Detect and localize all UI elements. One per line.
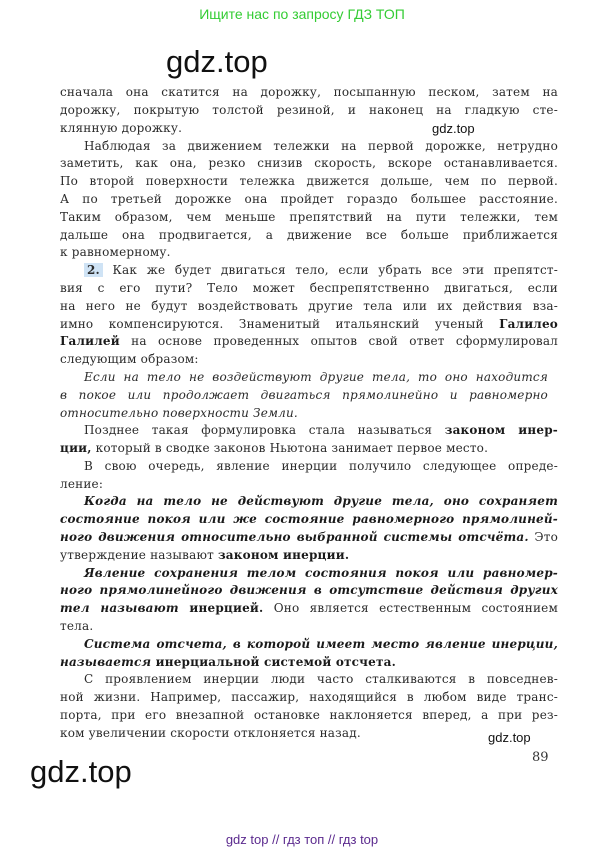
text-segment: заметить, как она, резко снизив скорость, вскоре останавливается. bbox=[60, 156, 558, 171]
text-line bbox=[60, 510, 558, 528]
text-line bbox=[60, 724, 558, 742]
text-line bbox=[60, 635, 558, 653]
text-line bbox=[60, 83, 558, 101]
text-segment: который в сводке законов Ньютона занимает первое место. bbox=[91, 441, 489, 456]
text-segment: В свою очередь, явление инерции получило следующее опреде- bbox=[84, 458, 558, 473]
watermark-top: gdz.top bbox=[166, 44, 268, 79]
text-segment: ком увеличении скорости отклоняется назад. bbox=[60, 725, 361, 740]
text-segment: имно компенсируются. Знаменитый итальянский ученый bbox=[60, 316, 500, 331]
text-segment: ного движения относительно выбранной системы отсчёта. bbox=[60, 530, 529, 545]
text-segment: вия с его пути? Тело может беспрепятственно двигаться, если bbox=[60, 280, 558, 295]
text-line bbox=[60, 279, 558, 297]
text-segment: По второй поверхности тележка движется дольше, чем по первой. bbox=[60, 174, 558, 189]
text-segment: дальше она продвигается, а движение все больше приближается bbox=[60, 227, 558, 242]
text-line bbox=[60, 368, 548, 386]
text-segment: состояние покоя или же состояние равномерного прямолиней- bbox=[60, 512, 558, 527]
text-segment: Это bbox=[528, 530, 558, 545]
text-line bbox=[60, 172, 558, 190]
text-line bbox=[60, 190, 558, 208]
text-segment: к равномерному. bbox=[60, 245, 171, 260]
text-line bbox=[60, 119, 558, 137]
text-segment: инерциальной системой отсчета. bbox=[155, 654, 396, 669]
text-segment: Таким образом, чем меньше препятствий на пути тележки, тем bbox=[60, 209, 558, 224]
text-line bbox=[60, 386, 548, 404]
text-segment: клянную дорожку. bbox=[60, 120, 183, 135]
text-segment: законом инерции. bbox=[217, 547, 350, 562]
text-segment: А по третьей дорожке она пройдет гораздо большее расстояние. bbox=[60, 192, 558, 207]
text-line bbox=[60, 350, 558, 368]
text-line bbox=[60, 706, 558, 724]
text-line bbox=[60, 653, 558, 671]
text-line bbox=[60, 670, 558, 688]
text-segment: относительно поверхности Земли. bbox=[60, 405, 298, 420]
watermark-bottom-small: gdz.top bbox=[488, 730, 531, 745]
text-line bbox=[60, 439, 558, 457]
text-line bbox=[60, 581, 558, 599]
text-segment: ного прямолинейного движения в отсутствие действия других bbox=[60, 583, 558, 598]
search-banner: Ищите нас по запросу ГДЗ ТОП bbox=[199, 6, 405, 22]
watermark-mid: gdz.top bbox=[432, 121, 475, 136]
text-line bbox=[60, 475, 558, 493]
text-line bbox=[60, 154, 558, 172]
text-segment: следующим образом: bbox=[60, 352, 199, 367]
text-line bbox=[60, 243, 558, 261]
text-line bbox=[60, 457, 558, 475]
text-segment: ление: bbox=[60, 476, 104, 491]
text-line bbox=[60, 208, 558, 226]
text-line bbox=[60, 137, 558, 155]
text-line bbox=[60, 421, 558, 439]
text-segment: сначала она скатится на дорожку, посыпанную песком, затем на bbox=[60, 85, 558, 100]
text-segment: тела. bbox=[60, 619, 94, 633]
text-segment: на основе проведенных опытов свой ответ сформулировал bbox=[119, 334, 558, 349]
text-line bbox=[60, 332, 558, 350]
text-segment: инерцией. bbox=[189, 601, 264, 616]
text-segment: Как же будет двигаться тело, если убрать все эти препятст- bbox=[102, 263, 558, 278]
text-segment: называется bbox=[60, 654, 156, 669]
text-segment: утверждение называют bbox=[60, 547, 218, 562]
text-segment: ной жизни. Например, пассажир, находящийся в любом виде транс- bbox=[60, 690, 558, 705]
footer-links: gdz top // гдз топ // гдз top bbox=[225, 832, 379, 847]
text-segment: Оно является естественным состоянием bbox=[263, 601, 558, 616]
text-line bbox=[60, 297, 558, 315]
text-segment: в покое или продолжает двигаться прямолинейно и равномерно bbox=[60, 387, 548, 402]
text-line bbox=[60, 226, 558, 244]
text-segment: на него не будут воздействовать другие тела или их действия вза- bbox=[60, 298, 558, 313]
text-segment: законом инер- bbox=[444, 423, 558, 438]
watermark-bottom: gdz.top bbox=[30, 754, 132, 789]
page-number: 89 bbox=[532, 750, 549, 765]
text-line bbox=[60, 492, 558, 510]
text-line bbox=[60, 599, 558, 617]
text-segment: тел называют bbox=[60, 601, 190, 616]
text-segment: Позднее такая формулировка стала называться bbox=[84, 423, 445, 438]
text-line bbox=[60, 546, 558, 564]
text-segment: Явление сохранения телом состояния покоя или равномер- bbox=[84, 565, 558, 580]
text-segment: дорожку, покрытую толстой резиной, и наконец на гладкую сте- bbox=[60, 103, 558, 118]
text-line bbox=[60, 101, 558, 119]
text-segment: ции, bbox=[60, 441, 92, 456]
text-segment: Галилео bbox=[499, 316, 558, 331]
text-line bbox=[60, 261, 558, 279]
text-line bbox=[60, 617, 558, 635]
text-line bbox=[60, 404, 558, 422]
text-segment: Система отсчета, в которой имеет место явление инерции, bbox=[84, 636, 558, 651]
text-line bbox=[60, 564, 558, 582]
text-segment: порта, при его внезапной остановке наклоняется вперед, а при рез- bbox=[60, 707, 558, 722]
text-line bbox=[60, 315, 558, 333]
text-segment: Если на тело не воздействуют другие тела, то оно находится bbox=[84, 369, 548, 384]
text-line bbox=[60, 688, 558, 706]
text-segment: С проявлением инерции люди часто сталкиваются в повседнев- bbox=[84, 672, 558, 687]
text-segment: Наблюдая за движением тележки на первой дорожке, нетрудно bbox=[84, 138, 558, 153]
text-segment: Когда на тело не действуют другие тела, оно сохраняет bbox=[84, 494, 558, 509]
text-line bbox=[60, 528, 558, 546]
text-segment: Галилей bbox=[60, 334, 120, 349]
section-number-badge: 2. bbox=[84, 263, 103, 277]
